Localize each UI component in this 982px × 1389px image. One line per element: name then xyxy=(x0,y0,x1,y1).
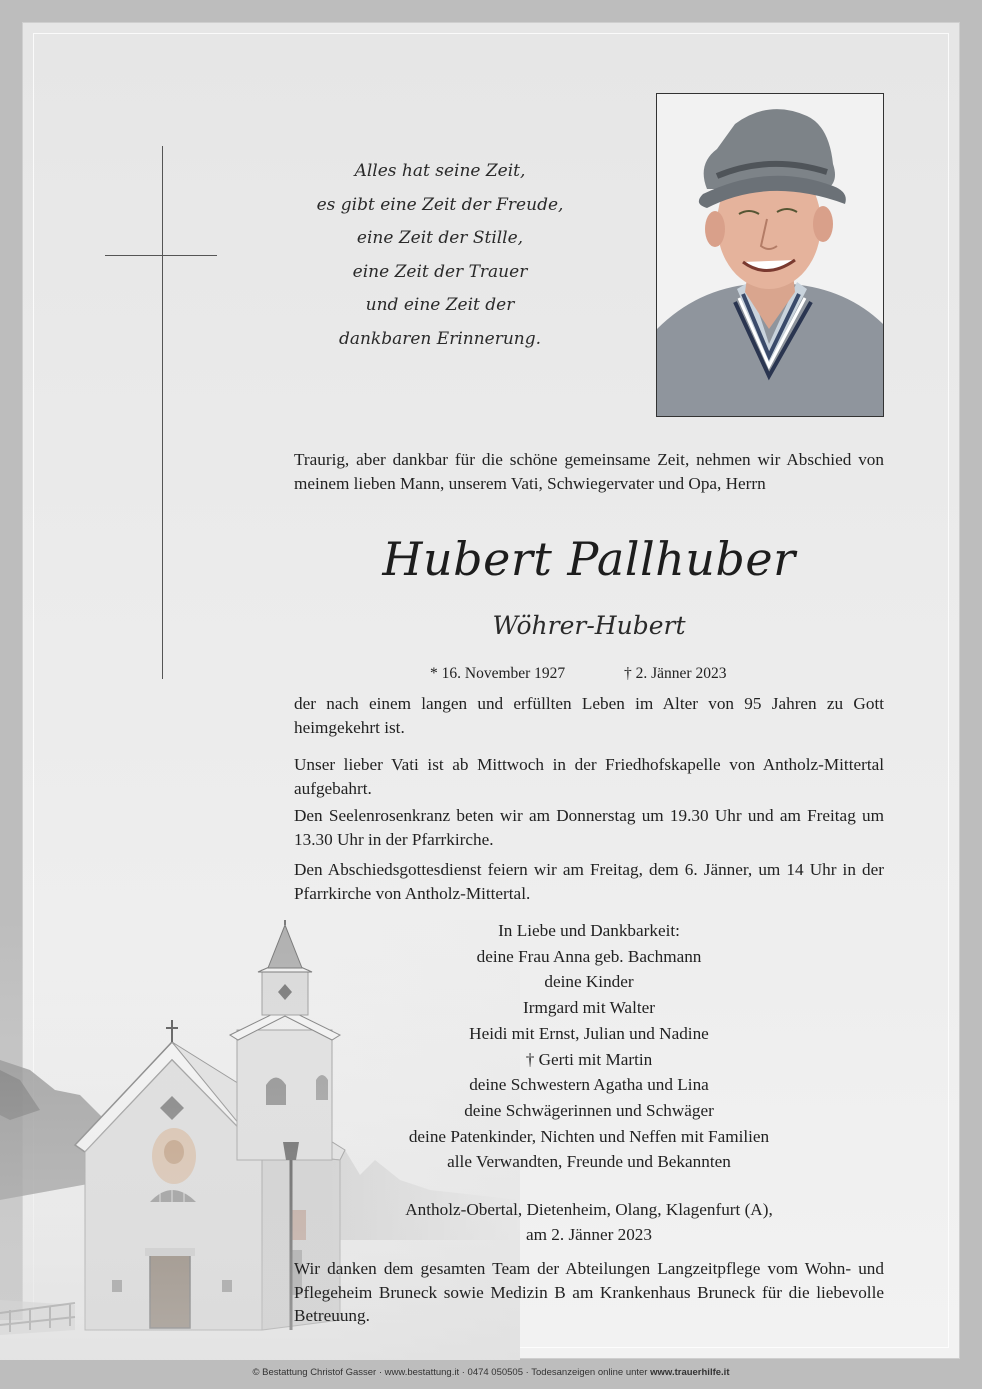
list-item: alle Verwandten, Freunde und Bekannten xyxy=(447,1152,731,1172)
poem-line: eine Zeit der Stille, xyxy=(356,228,524,248)
place-and-date xyxy=(294,1197,884,1247)
portrait-photo xyxy=(656,93,884,417)
footer-link[interactable]: www.trauerhilfe.it xyxy=(650,1367,730,1378)
poem-line: und eine Zeit der xyxy=(365,295,515,315)
nickname: Wöhrer-Hubert xyxy=(492,611,686,640)
list-item: deine Schwägerinnen und Schwäger xyxy=(464,1100,714,1120)
cross-vertical-bar xyxy=(162,146,163,679)
poem-line: es gibt eine Zeit der Freude, xyxy=(316,194,564,215)
mourners-list xyxy=(294,918,884,1175)
list-item: deine Kinder xyxy=(544,972,634,992)
list-item: deine Frau Anna geb. Bachmann xyxy=(476,946,702,966)
poem-line: dankbaren Erinnerung. xyxy=(338,328,542,349)
list-item: deine Schwestern Agatha und Lina xyxy=(469,1075,709,1095)
list-item: Heidi mit Ernst, Julian und Nadine xyxy=(469,1023,709,1043)
date: am 2. Jänner 2023 xyxy=(525,1225,652,1244)
footer xyxy=(0,1367,982,1378)
place: Antholz-Obertal, Dietenheim, Olang, Klagenfurt (A), xyxy=(405,1200,773,1219)
footer-text: © Bestattung Christof Gasser · www.bestattung.it · 0474 050505 · Todesanzeigen online unter xyxy=(252,1367,648,1378)
paragraph: Unser lieber Vati ist ab Mittwoch in der Friedhofskapelle von Antholz-Mittertal aufgebahrt. xyxy=(294,755,884,798)
list-item: † Gerti mit Martin xyxy=(525,1049,653,1069)
poem-line: eine Zeit der Trauer xyxy=(352,261,528,282)
portrait-illustration xyxy=(657,94,883,416)
list-item: In Liebe und Dankbarkeit: xyxy=(498,921,680,940)
cross-horizontal-bar xyxy=(105,255,217,256)
poem-line: Alles hat seine Zeit, xyxy=(354,161,526,181)
poem xyxy=(290,155,590,356)
death-date: † 2. Jänner 2023 xyxy=(624,665,727,682)
paragraph: Den Abschiedsgottesdienst feiern wir am Freitag, dem 6. Jänner, um 14 Uhr in der Pfarrkirche von Antholz-Mittertal. xyxy=(294,860,884,903)
deceased-name: Hubert Pallhuber xyxy=(382,532,796,586)
thanks-text: Wir danken dem gesamten Team der Abteilungen Langzeitpflege vom Wohn- und Pflegeheim Bruneck sowie Medizin B am Krankenhaus Bruneck für die liebevolle Betreuung. xyxy=(294,1259,884,1325)
paragraph: der nach einem langen und erfüllten Leben im Alter von 95 Jahren zu Gott heimgekehrt ist. xyxy=(294,694,884,737)
list-item: deine Patenkinder, Nichten und Neffen mit Familien xyxy=(408,1126,770,1146)
list-item: Irmgard mit Walter xyxy=(523,998,655,1018)
birth-date: * 16. November 1927 xyxy=(430,665,566,682)
intro-text: Traurig, aber dankbar für die schöne gemeinsame Zeit, nehmen wir Abschied von meinem lieben Mann, unserem Vati, Schwiegervater und Opa, Herrn xyxy=(294,450,884,493)
paragraph: Den Seelenrosenkranz beten wir am Donnerstag um 19.30 Uhr und am Freitag um 13.30 Uhr in der Pfarrkirche. xyxy=(294,806,884,849)
